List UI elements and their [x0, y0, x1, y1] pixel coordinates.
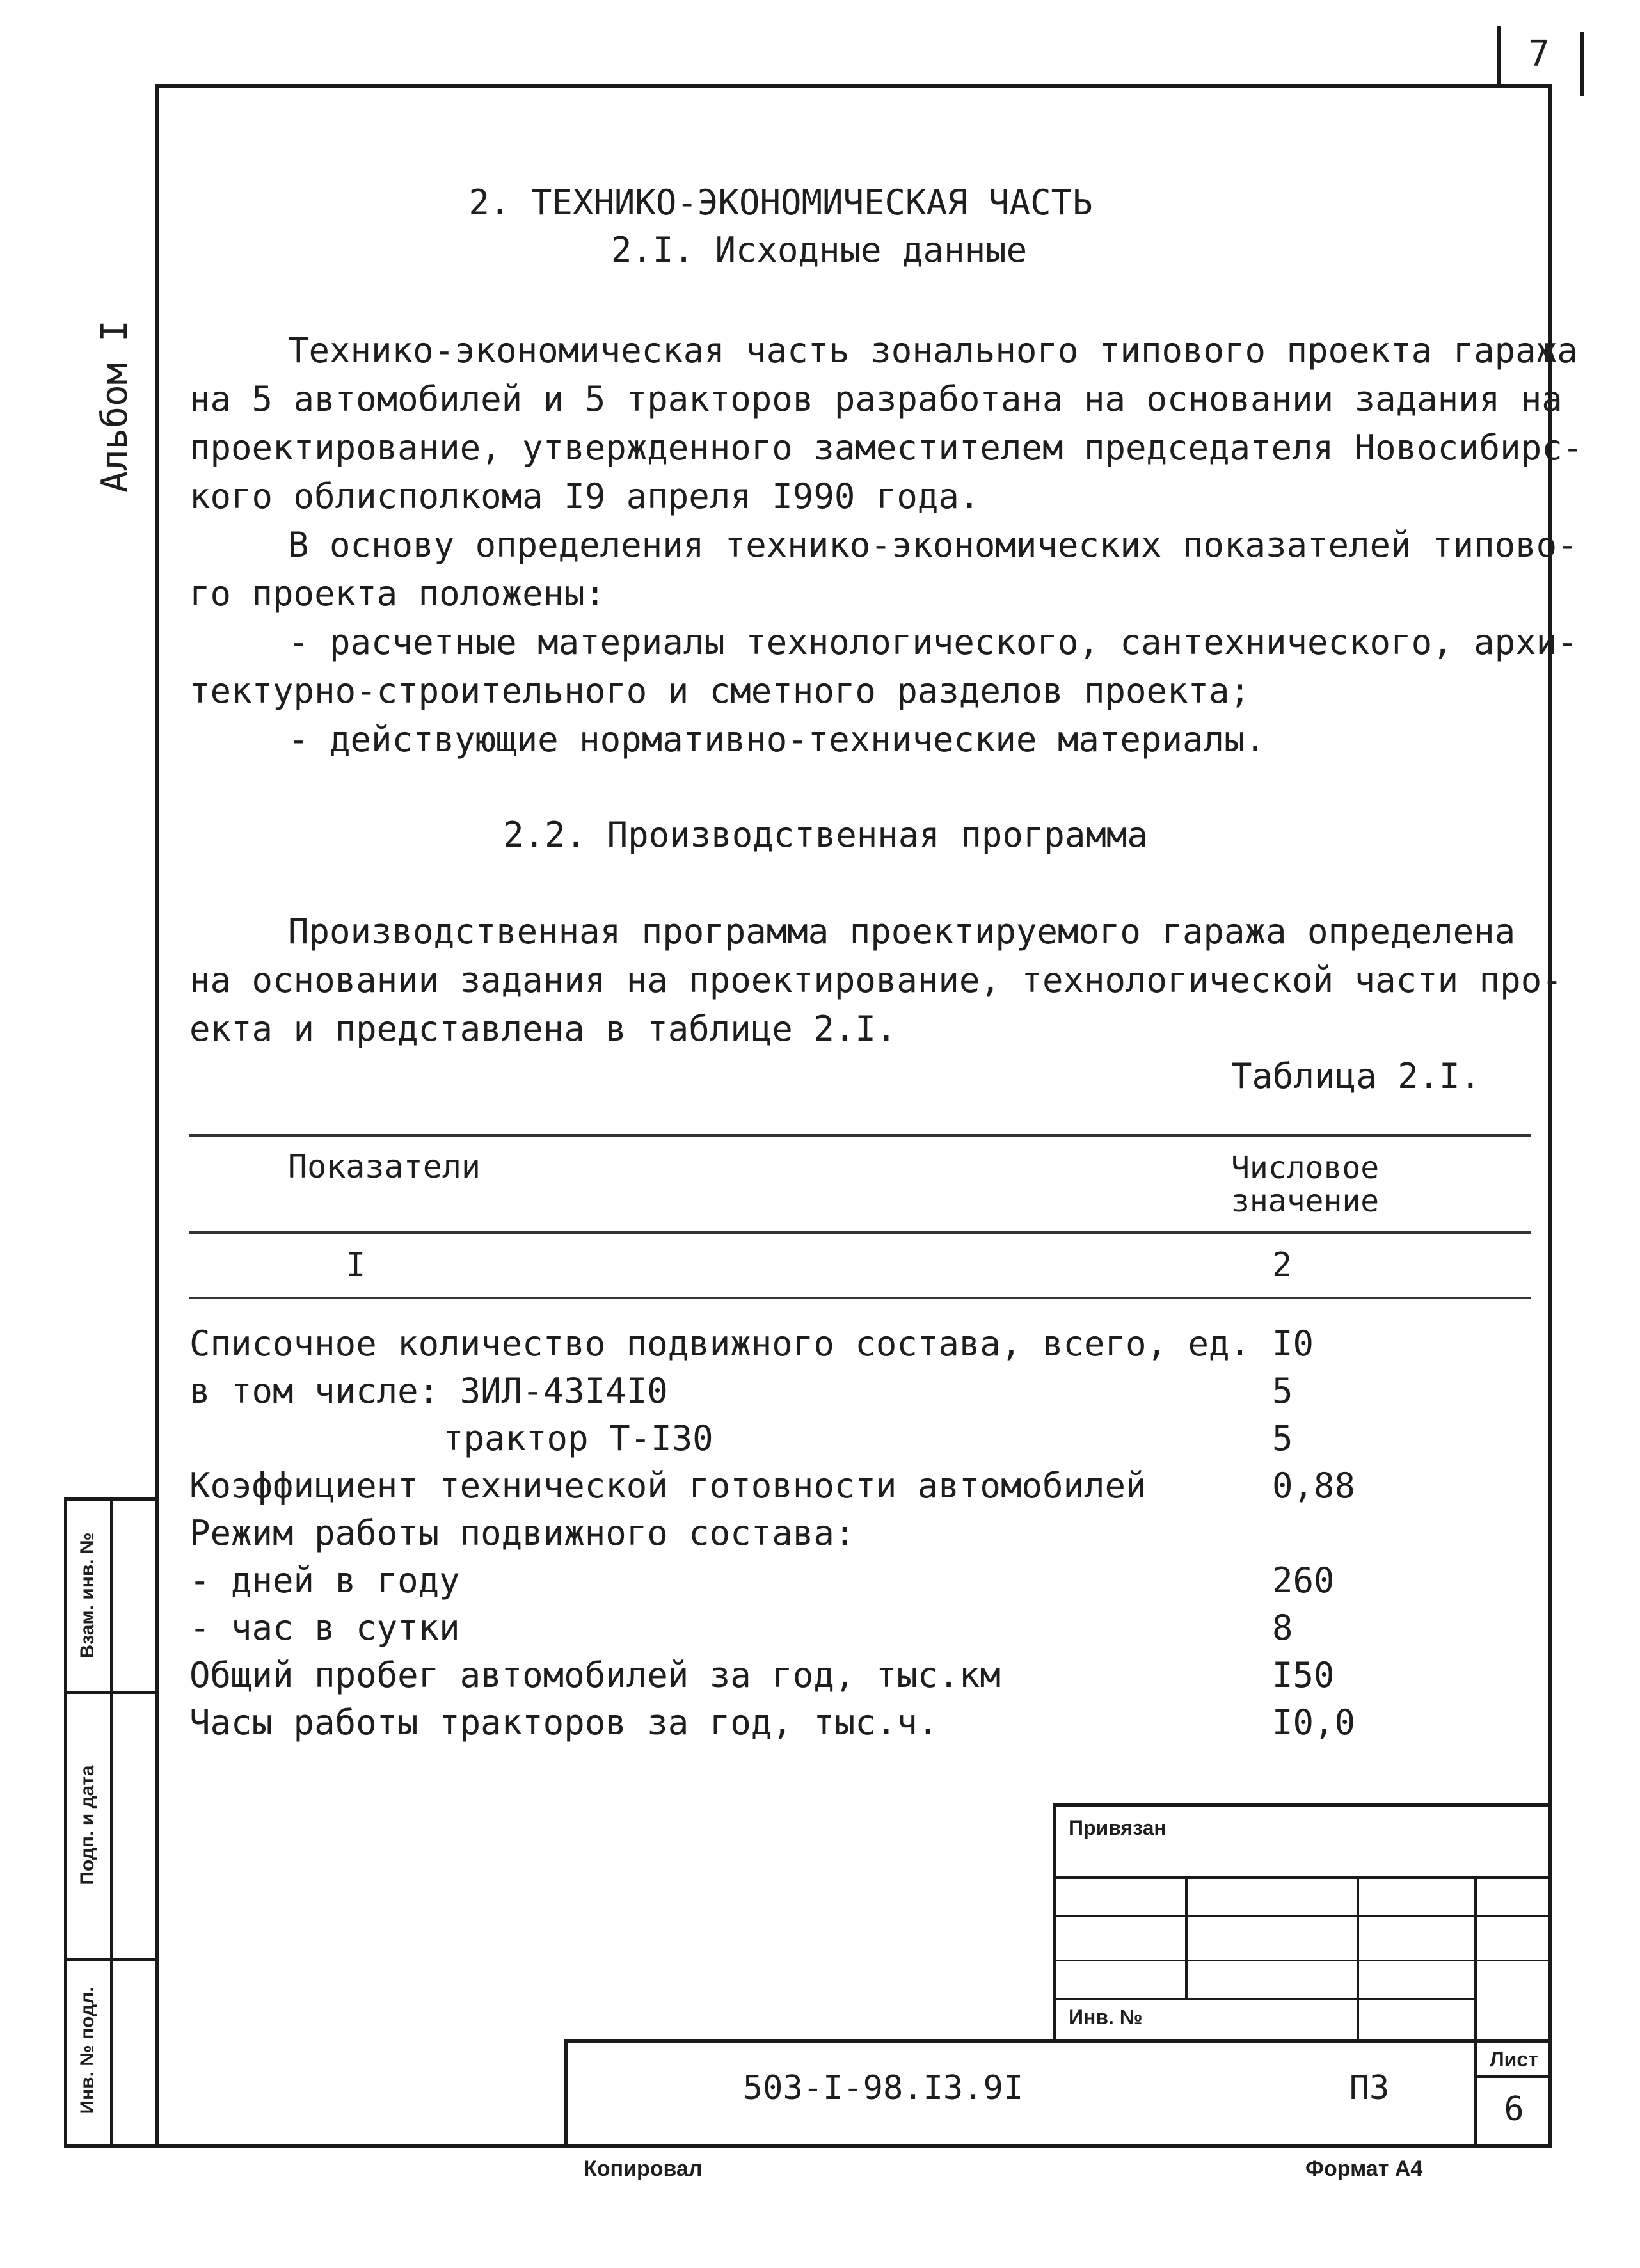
- table-row-label: - час в сутки: [189, 1608, 460, 1648]
- table-rule-header: [189, 1231, 1531, 1234]
- frame-top: [157, 84, 1552, 88]
- table-row-value: 5: [1272, 1371, 1293, 1411]
- para-4-line-1: - действующие нормативно-технические материалы.: [288, 719, 1266, 760]
- table-row-value: 8: [1272, 1608, 1293, 1648]
- sheet-label: Лист: [1490, 2048, 1538, 2071]
- table-header-col2-line2: значение: [1231, 1183, 1380, 1219]
- para-1-line-2: на 5 автомобилей и 5 тракторов разработана на основании задания на: [189, 379, 1563, 419]
- stamp-privyazan-label: Привязан: [1069, 1816, 1166, 1839]
- footer-format: Формат А4: [1305, 2157, 1423, 2181]
- stamp-top: [1054, 1803, 1552, 1807]
- table-header-col1: Показатели: [288, 1148, 481, 1185]
- footer-kopiroval: Копировал: [584, 2157, 703, 2181]
- strip-outer-left: [64, 1497, 67, 2148]
- subsection-1-title: 2.I. Исходные данные: [610, 230, 1028, 270]
- table-row-label: Списочное количество подвижного состава, всего, ед.: [189, 1323, 1251, 1364]
- strip-label-vzam-inv: Взам. инв. №: [77, 1532, 98, 1659]
- table-row-label: Часы работы тракторов за год, тыс.ч.: [189, 1702, 939, 1743]
- para-1-line-4: кого облисполкома I9 апреля I990 года.: [189, 476, 980, 516]
- para-2-line-2: го проекта положены:: [189, 573, 606, 614]
- table-row-value: 0,88: [1272, 1465, 1356, 1506]
- strip-label-podp-data: Подп. и дата: [77, 1765, 98, 1885]
- side-label-album: Альбом I: [94, 320, 136, 493]
- table-num-col1: I: [346, 1246, 366, 1284]
- sheet-corner-number: 7: [1528, 33, 1550, 75]
- table-row-label: Коэффициент технической готовности автомобилей: [189, 1465, 1147, 1506]
- table-rule-top: [189, 1134, 1531, 1137]
- sheet-number: 6: [1504, 2090, 1524, 2128]
- table-num-col2: 2: [1272, 1246, 1293, 1284]
- doc-type: ПЗ: [1349, 2069, 1390, 2107]
- stamp-row-line-4: [1054, 1998, 1477, 2000]
- title-block-top: [566, 2039, 1552, 2043]
- table-row-value: I0: [1272, 1323, 1314, 1364]
- doc-code: 503-I-98.I3.9I: [742, 2069, 1024, 2107]
- para-2-line-1: В основу определения технико-экономических показателей типово-: [288, 525, 1578, 565]
- table-row-label: в том числе: ЗИЛ-43I4I0: [189, 1371, 668, 1411]
- table-row-label: Общий пробег автомобилей за год, тыс.км: [189, 1655, 1001, 1695]
- para-3-line-1: - расчетные материалы технологического, сантехнического, архи-: [288, 622, 1578, 662]
- table-caption: Таблица 2.I.: [1231, 1056, 1481, 1096]
- stamp-left: [1053, 1803, 1056, 2041]
- title-block-sheet-label-line: [1474, 2075, 1552, 2078]
- table-rule-numbers: [189, 1297, 1531, 1299]
- table-header-col2-line1: Числовое: [1231, 1150, 1380, 1186]
- frame-left: [155, 84, 159, 2148]
- corner-tab-right-line: [1580, 32, 1584, 96]
- stamp-inv-no-label: Инв. №: [1069, 2006, 1143, 2029]
- strip-inner-line: [110, 1497, 113, 2148]
- strip-label-inv-podl: Инв. № подл.: [77, 1986, 98, 2114]
- stamp-col-line-2: [1357, 1876, 1359, 2043]
- table-row-value: 5: [1272, 1418, 1293, 1458]
- subsection-2-title: 2.2. Производственная программа: [503, 815, 1148, 855]
- para-5-line-2: на основании задания на проектирование, технологической части про-: [189, 960, 1563, 1000]
- para-5-line-3: екта и представлена в таблице 2.I.: [189, 1009, 897, 1049]
- table-row-label: - дней в году: [189, 1560, 460, 1601]
- table-row-value: 260: [1272, 1560, 1335, 1601]
- section-title: 2. ТЕХНИКО-ЭКОНОМИЧЕСКАЯ ЧАСТЬ: [468, 182, 1093, 223]
- frame-bottom: [64, 2144, 1552, 2148]
- table-row-label: трактор Т-I30: [443, 1418, 713, 1458]
- para-1-line-1: Технико-экономическая часть зонального типового проекта гаража: [288, 330, 1578, 371]
- para-1-line-3: проектирование, утвержденного заместителем председателя Новосибирс-: [189, 427, 1584, 468]
- table-row-label: Режим работы подвижного состава:: [189, 1513, 856, 1553]
- table-row-value: I0,0: [1272, 1702, 1356, 1743]
- para-5-line-1: Производственная программа проектируемого гаража определена: [288, 911, 1516, 952]
- title-block-left: [564, 2039, 568, 2148]
- corner-tab-left-line: [1497, 26, 1501, 84]
- stamp-col-line-1: [1185, 1876, 1188, 2000]
- para-3-line-2: тектурно-строительного и сметного разделов проекта;: [189, 671, 1251, 711]
- table-row-value: I50: [1272, 1655, 1335, 1695]
